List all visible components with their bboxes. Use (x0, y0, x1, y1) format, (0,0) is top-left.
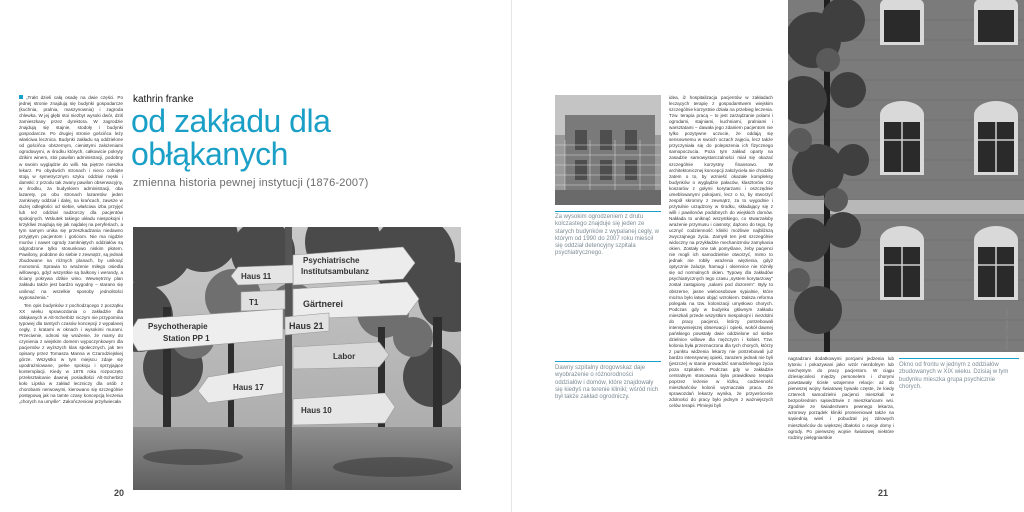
author-name: kathrin franke (133, 94, 194, 105)
sign-text: Station PP 1 (163, 334, 210, 343)
paragraph: nagradzani dodatkowymi porcjami jedzenia lub tytoniu i pokazywani jako wzór niezdolnym lub niechętnym do pracy pacjentom. W ciągu dziesięcioleci między personelem i chorymi powstawały ścisłe wzajemne relacje: aż do pierwszej wojny światowej bywało częste, że kiedy czterech samodzielni pacjenci mieszkali w bezpośrednim sąsiedztwie z mieszkańcami wsi. Zgodnie ze świadectwem pewnego lekarza, wzorowy porządek kliniki promieniował także na sąsiednią wieś i pobudzał jej zdrowych mieszkańców do większej dbałości o swoje domy i ogrody. Po pierwszej wojnie światowej niektóre rodziny pielęgniarskie (788, 356, 894, 440)
caption-right: Okno od frontu w jednym z oddziałów zbudowanych w XIX wieku. Dzisiaj w tym budynku mieszka grupa psychicznie chorych. (899, 362, 1009, 390)
window-facade-photo (788, 0, 1024, 352)
right-page (512, 0, 1024, 512)
paragraph: „Trakt dzieli całą osadę na dwie części. Po jednej stronie znajdują się budynki gospodarcze (kuchnia, pralnia, maszynownia) i zagroda chlewka. W jej głębi stoi niezbyt wysoki dwór, dziś zamieszkany przez dyrektora. W zagrodzie znajdują się stajnie, stodoły i budynki gospodarcze. Po drugiej stronie gościńca leży właściwa lecznica. Budynki zakładu są oddzielone od gościńca obszernym, cienistymi założeniami ogrodowymi, w środku których, całkowicie pokryty dzikim winem, stoi pawilon administracji, podobny w swoim wyglądzie do willi. Na piętrze mieszka lekarz. Po obydwóch stronach i nieco cofnięte stoją w symetrycznym szyku oddział męski i damski: z przodu tak zwany pawilon obserwacyjny, w środku, za budynkiem administracji, oba lazarety, po obu stronach lazaretów jeden zamknięty oddział i dalej, na krańcach, zawsze w dużej odległości od siebie, właściwa izba przyjęć lub też oddział nadzorczy dla pacjentów spokojnych. Wskutek takiego układu niespokojni i krzykliwi znajdują się jak najdalej na peryferiach, a tym samym unika się przeszkadzania niedawno przyjętym pacjentom i gościom. Nie ma nigdzie murów i nawet ogrody zamkniętych oddziałów są odgrodzone tylko stosunkowo niskim płotem. Pawilony, podobne do siebie z zewnątrz, są jednak zbudowane na różnych planach, by uniknąć monotonii. Sprawia to wrażenie miłego osiedla willowego, gdyż wszystkie są balkony i werandy, a ściany pokrywa dzikie wino. Wewnętrzny plan zakładu także jest bardzo wygodny – starano się uniknąć na wszelkie sposoby jednolitości wyposażenia.” (19, 95, 123, 300)
sign-text: Gärtnerei (303, 299, 344, 309)
sign-text: Psychotherapie (148, 322, 208, 331)
title-line: od zakładu dla (131, 103, 331, 139)
sign-text: Haus 11 (241, 272, 272, 281)
text-column-left (19, 95, 123, 495)
paragraph: Ten opis budynków z pochodzącego z początku XX wieku sprawozdania o zakładzie dla obłąkanych w Alt-Scherbitz niczym nie przypomina typowej dla tamtych czasów koncepcji z wypalanej cegły, z kratami w oknach i wysokimi murami. Przeciwnie, odnosi się wrażenie, że mamy do czynienia z wiejskim domem wypoczynkowym dla pacjentów z wyższych klas społecznych, jak ten opisany przez Tomasza Manna w Czarodziejskiej górze. Wszystko w tym miejscu zdaje się upodrażniowane, pełne spokoju i sprzyjające kontemplacji. Kiedy w 1876 roku rozpoczęto przekształcanie dawnej posiadłości Alt-Scherbitz koło Lipska w zakład leczniczy dla osób z chorobami nerwowymi, kierowano się szczególnie postępową jak na tamte czasy koncepcją leczenia „chorych na umyśle”. Zakończeniowi przyświecała (19, 302, 123, 405)
title-line: obłąkanych (131, 136, 288, 172)
page-number: 21 (878, 488, 889, 498)
article-title (131, 105, 330, 171)
caption-divider (899, 358, 1019, 359)
caption-bottom: Dawny szpitalny drogowskaz daje wyobrażenie o różnorodności oddziałów i domów, które znajdowały się kiedyś na terenie kliniki; wśród nich był także zakład ogrodniczy. (555, 365, 659, 401)
caption-top: Za wysokim ogrodzeniem z drutu kolczastego znajduje się jeden ze starych budynków z wypalanej cegły, w którym od 1990 do 2007 roku mieścił się oddział detencyjny szpitala psychiatrycznego. (555, 214, 659, 257)
paragraph: idea, iż hospitalizacja pacjentów w zakładach leczących terapię z gospodarstwem wiejskim szczególnie korzystnie działa na przebieg leczenia. Tzw. terapia pracą – to jest zarządzanie polami i ogrodami, stajniami, kuchniami, pralniami i warsztatami – dawała jego zdaniem pacjentom nie tylko pozytywne uczucie, że oddają się sensownemu w swoich oczach zajęciu, lecz także przyczyniała się do polepszenia ich fizycznego samopoczucia. Poza tym zakład oparty na zasadzie samowystarczalności miał się okazać szczególnie korzystny finansowo. W architektonicznej koncepcji założyciela nie chodziło zatem o to, by wznieść okazałe kompleksy budynków o wyglądzie pałaców, klasztorów czy koszarów z gołymi korytarzami i oszczędnie umeblowanymi pokojami, lecz o to, by stworzyć zespół skromny z zewnątrz, za to wygodnie i przytulnie urządzony w środku, składający się z willi i pawilonów podobnych do wiejskich domów. Nakłada to uniknąć wszystkiego, co stwarzałoby wrażenie przymusu i ciasnoty; dążono do tego, by ucznyć codzienność kliniki możliwie najbliższą zwyczajnego życia. Zamysł ten jest szczególnie widoczny na przykładzie mechanizmów zamykania okien. Zostały one tak pomyślane, żeby pacjenci nie mogli ich samodzielnie otworzyć, mimo to jednak nie robiły wrażenia więzienia, gdyż optycznie żaluzje, framugi i okiennice nie różniły się od normalnych okien. Typowy dla zakładów psychiatrycznych tego czasu „system korytarzowy” został zastąpiony „salami pod dozorem”. Były to obszerne, jasne wieloosobowe sypialnie, które można było łatwo objąć wzrokiem. Dalsza reforma polegała na tzw. kolonizacji umysłowo chorych. Podczas gdy w budynku głównym zakładu mieszkali przede wszystkim niespokojni i niezdolni do pracy pacjenci, którzy potrzebowali intensywniejszej obserwacji i opieki, wokół dawnej pańskiego powstały dwie oddzielone od siebie dzielnice willowe dla mężczyzn i kobiet. Tzw. kolonia była przeznaczona dla tych chorych, którzy z punktu widzenia lekarzy nie potrzebowali już bardzo intensywnej opieki, zarazem jednak nie byli (jeszcze) w stanie prowadzić samodzielnego życia poza szpitalem. Podczas gdy w zakładzie centralnym stosowana była prawidłowo terapia poprzez leżenie w łóżku, codzienność mieszkańców kolonii wyznaczała praca. Ze sprawozdań lekarzy wynika, że przywrócenie zdolności do pracy było jednym z ważniejszych celów terapii. Plmiejsi byli (669, 95, 773, 409)
signpost-photo (133, 227, 461, 490)
facade-illustration (788, 0, 1024, 352)
caption-divider (555, 211, 661, 212)
sign-text: Haus 21 (289, 321, 324, 331)
square-bullet-icon (19, 95, 23, 99)
sign-text: Haus 10 (301, 406, 332, 415)
sign-text: Haus 17 (233, 383, 264, 392)
photo-credit: fotografie © Kathrin Franke (1005, 307, 1009, 350)
sign-text: T1 (249, 298, 259, 307)
article-subtitle: zmienna historia pewnej instytucji (1876-2007) (133, 177, 369, 189)
signpost-illustration (133, 227, 461, 490)
page-number: 20 (114, 488, 125, 498)
sign-text: Institutsambulanz (301, 267, 370, 276)
text-column-bottom (788, 356, 894, 492)
fence-building-photo (555, 95, 661, 205)
sign-text: Labor (333, 352, 356, 361)
text-column-main (669, 95, 773, 495)
fence-illustration (555, 95, 661, 205)
sign-text: Psychiatrische (303, 256, 360, 265)
caption-divider (555, 361, 661, 362)
